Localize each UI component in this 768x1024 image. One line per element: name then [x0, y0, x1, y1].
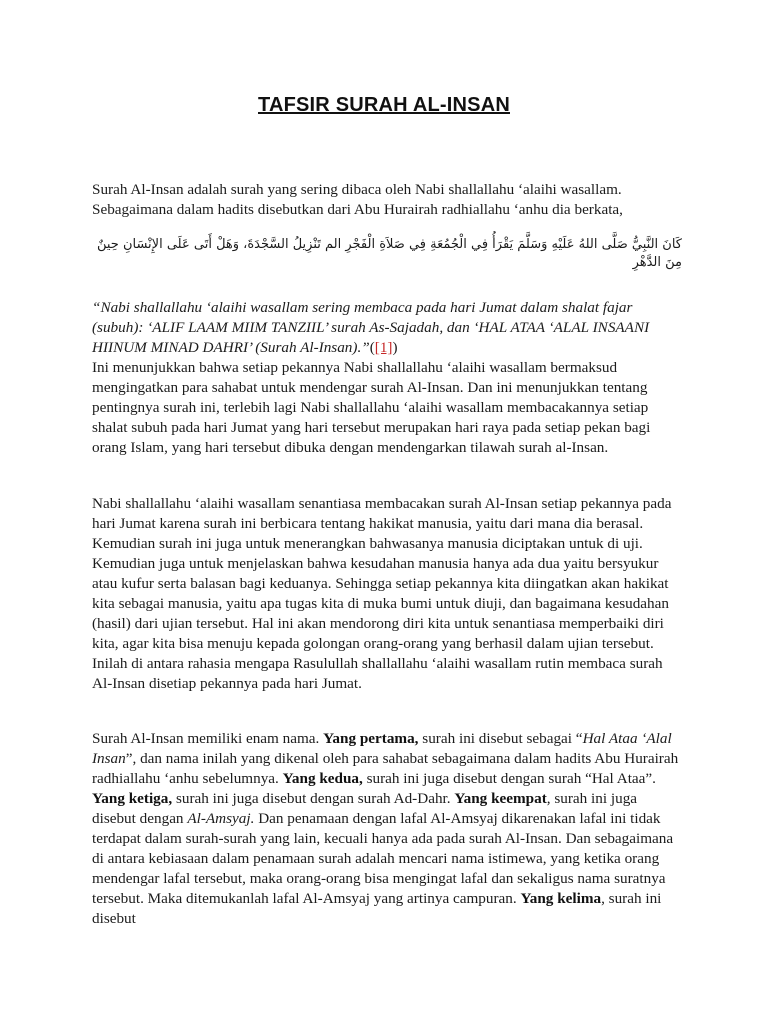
p3-bold: Yang kedua, [282, 770, 363, 787]
arabic-hadith: كَانَ النَّبِيُّ صَلَّى اللهُ عَلَيْهِ وَسَلَّمَ يَقْرَأُ فِي الْجُمُعَةِ فِي صَلاَةِ الْفَجْرِ الم تَنْزِيلُ السَّجْدَةَ، وَهَلْ أَتَى عَلَى الإِنْسَانِ حِينٌ مِنَ الدَّهْرِ [96, 237, 682, 270]
intro-paragraph: Surah Al-Insan adalah surah yang sering dibaca oleh Nabi shallallahu ‘alaihi wasallam. Sebagaimana dalam hadits disebutkan dari Abu Hurairah radhiallahu ‘anhu dia berkata, [92, 181, 623, 218]
p3-bold: Yang pertama, [323, 730, 419, 747]
p3-text: Surah Al-Insan memiliki enam nama. [92, 730, 324, 747]
footnote-link[interactable]: [1] [374, 339, 393, 356]
p3-bold: Yang ketiga, [92, 790, 173, 807]
p3-italic: Hal Ataa ‘Alal Insan [92, 730, 672, 767]
p3-bold: Yang kelima [520, 890, 602, 907]
p3-text: surah ini disebut sebagai “ [418, 730, 583, 747]
p3-text: surah ini juga disebut dengan surah Ad-Dahr. [172, 790, 455, 807]
quote-text: “Nabi shallallahu ‘alaihi wasallam sering membaca pada hari Jumat dalam shalat fajar (subuh): ‘ALIF LAAM MIIM TANZIIL’ surah As-Sajadah, dan ‘HAL ATAA ‘ALAL INSAANI HIINUM MINAD DAHRI’ (Surah Al-Insan).” [92, 299, 650, 356]
p3-text: , surah ini juga disebut dengan [92, 790, 638, 827]
paragraph-2: Nabi shallallahu ‘alaihi wasallam senantiasa membacakan surah Al-Insan setiap pekannya pada hari Jumat karena surah ini berbicara tentang hakikat manusia, yaitu dari mana dia berasal. Kemudian surah ini juga untuk menerangkan bahwasanya manusia diciptakan untuk di uji. Kemudian juga untuk menjelaskan bahwa kesudahan manusia hanya ada dua yaitu bersyukur atau kufur serta balasan bagi keduanya. Sehingga setiap pekannya kita diingatkan akan hakikat kita sebagai manusia, yaitu apa tugas kita di muka bumi untuk diuji, dan bagaimana kesudahan (hasil) dari ujian tersebut. Hal ini akan mendorong diri kita untuk senantiasa memperbaiki diri kita, agar kita bisa menuju kepada golongan orang-orang yang berhasil dalam ujian tersebut. Inilah di antara rahasia mengapa Rasulullah shallallahu ‘alaihi wasallam rutin membaca surah Al-Insan disetiap pekannya pada hari Jumat. [92, 495, 672, 692]
p3-text: ”, dan nama inilah yang dikenal oleh para sahabat sebagaimana dalam hadits Abu Hurairah radhiallahu ‘anhu sebelumnya. [92, 750, 679, 787]
p3-bold: Yang keempat [454, 790, 547, 807]
page-title: TAFSIR SURAH AL-INSAN [258, 94, 510, 116]
p3-text: , surah ini disebut [92, 890, 662, 927]
paragraph-1: Ini menunjukkan bahwa setiap pekannya Nabi shallallahu ‘alaihi wasallam bermaksud mengingatkan para sahabat untuk mendengar surah Al-Insan. Dan ini menunjukkan tentang pentingnya surah ini, terlebih lagi Nabi shallallahu ‘alaihi wasallam membacakannya setiap shalat subuh pada hari Jumat yang hari tersebut merupakan hari raya pada setiap pekan bagi orang Islam, yang hari tersebut dibuka dengan mendengarkan tilawah surah al-Insan. [92, 359, 651, 456]
paragraph-3 [92, 729, 682, 929]
hadith-translation [92, 298, 682, 458]
ref-open: ( [369, 339, 375, 356]
p3-text: surah ini juga disebut dengan surah “Hal Ataa”. [362, 770, 656, 787]
ref-close: ) [392, 339, 398, 356]
p3-text: Dan penamaan dengan lafal Al-Amsyaj dikarenakan lafal ini tidak terdapat dalam surah-surah yang lain, kecuali hanya ada pada surah Al-Insan. Dan sebagaimana di antara kebiasaan dalam penamaan surah adalah mencari nama istimewa, yang ketika orang mendengar lafal tersebut, maka orang-orang bisa mengingat lafal dan sekaligus nama suratnya tersebut. Maka ditemukanlah lafal Al-Amsyaj yang artinya campuran. [92, 810, 674, 907]
p3-italic: Al-Amsyaj. [187, 810, 255, 827]
